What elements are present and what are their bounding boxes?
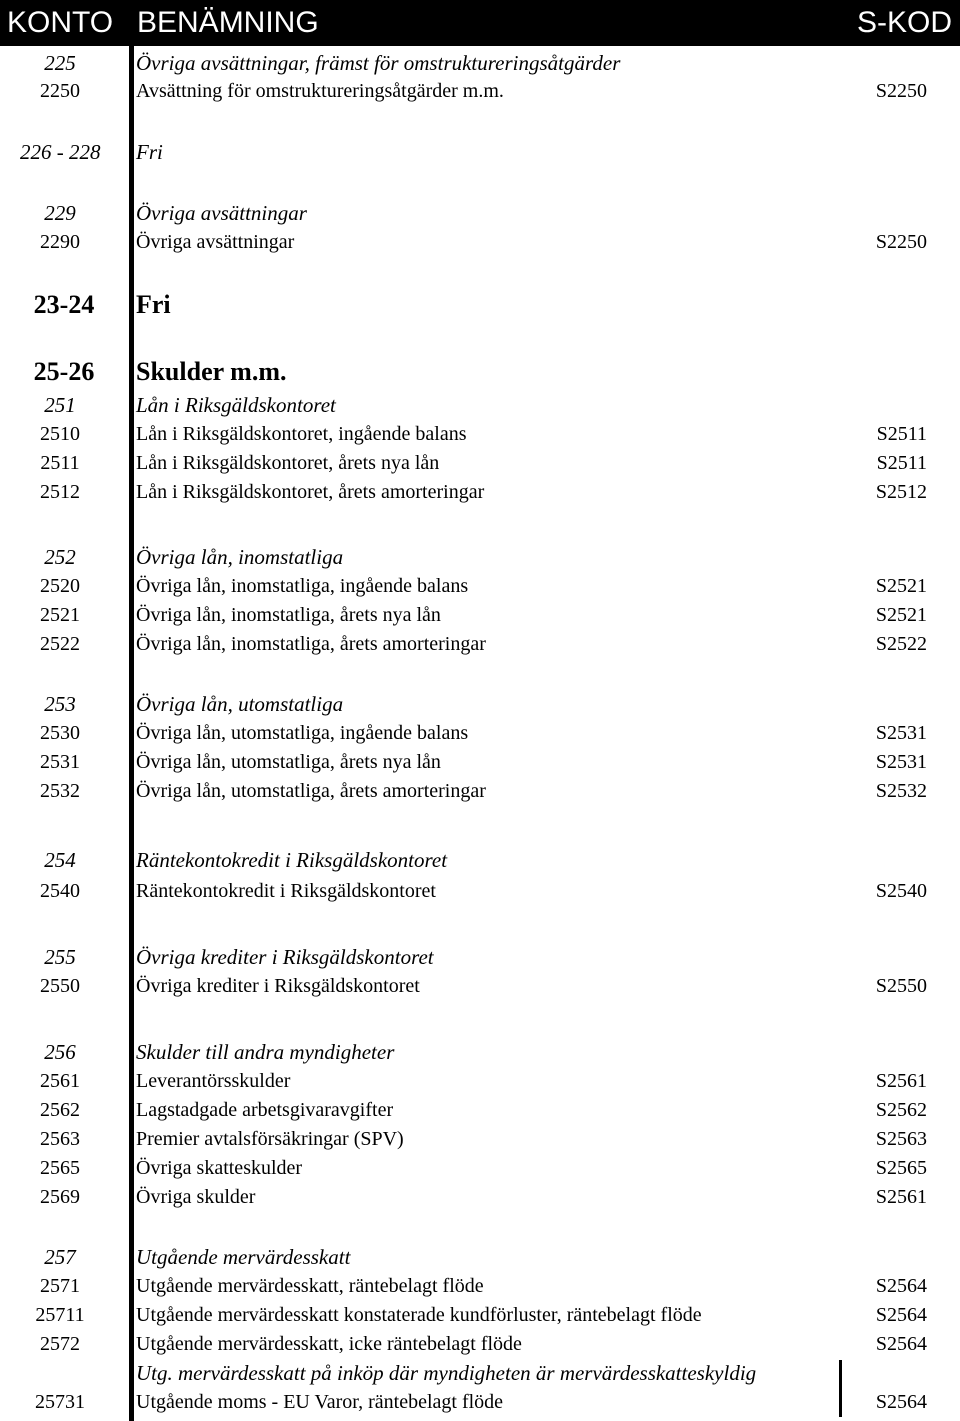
table-row — [0, 747, 960, 777]
table-row — [0, 357, 960, 387]
account-code: 25-26 — [33, 357, 95, 386]
account-name: Avsättning för omstruktureringsåtgärder m.m. — [136, 80, 504, 102]
account-name: Övriga krediter i Riksgäldskontoret — [136, 975, 420, 997]
account-name: Övriga lån, inomstatliga, årets amorteringar — [136, 633, 486, 655]
account-code: 25731 — [35, 1391, 85, 1413]
account-skod: S2531 — [875, 751, 927, 773]
account-skod: S2540 — [875, 880, 927, 902]
account-code — [20, 1358, 100, 1388]
account-skod: S2564 — [875, 1275, 927, 1297]
account-code: 2521 — [40, 604, 80, 626]
account-name: Övriga lån, utomstatliga, ingående balans — [136, 722, 469, 744]
account-code: 253 — [44, 692, 76, 716]
table-row — [0, 542, 960, 572]
table-row — [0, 1095, 960, 1125]
account-skod: S2561 — [875, 1070, 927, 1092]
account-name: Övriga lån, inomstatliga, årets nya lån — [136, 604, 441, 626]
account-code: 255 — [44, 945, 76, 969]
account-skod: S2531 — [875, 722, 927, 744]
account-skod: S2564 — [875, 1304, 927, 1326]
account-code: 2522 — [40, 633, 80, 655]
table-row — [0, 48, 960, 78]
account-code: 254 — [44, 848, 76, 872]
account-code: 2571 — [40, 1275, 80, 1297]
table-row — [0, 419, 960, 449]
account-name: Skulder m.m. — [136, 357, 287, 386]
account-code: 2565 — [40, 1157, 80, 1179]
table-row — [0, 845, 960, 875]
account-skod: S2521 — [875, 604, 927, 626]
account-code: 2512 — [40, 481, 80, 503]
account-name: Utgående mervärdesskatt, icke räntebelagt flöde — [136, 1333, 522, 1355]
account-code: 257 — [44, 1245, 76, 1269]
account-code: 2520 — [40, 575, 80, 597]
account-skod: S2250 — [875, 231, 927, 253]
table-row — [0, 198, 960, 228]
table-header — [0, 0, 960, 46]
table-row — [0, 1358, 960, 1388]
account-name: Leverantörsskulder — [136, 1070, 291, 1092]
account-skod: S2512 — [875, 481, 927, 503]
table-row — [0, 571, 960, 601]
account-skod: S2563 — [875, 1128, 927, 1150]
table-row — [0, 600, 960, 630]
account-name: Övriga lån, utomstatliga, årets nya lån — [136, 751, 441, 773]
account-skod: S2562 — [875, 1099, 927, 1121]
account-name: Övriga skatteskulder — [136, 1157, 303, 1179]
account-code: 2562 — [40, 1099, 80, 1121]
account-name: Lån i Riksgäldskontoret — [136, 393, 336, 417]
account-name: Utgående mervärdesskatt — [136, 1245, 351, 1269]
account-code: 2250 — [40, 80, 80, 102]
table-row — [0, 1124, 960, 1154]
account-name: Räntekontokredit i Riksgäldskontoret — [136, 880, 436, 902]
table-row — [0, 477, 960, 507]
table-row — [0, 942, 960, 972]
account-name: Övriga skulder — [136, 1186, 256, 1208]
header-benamning: BENÄMNING — [137, 6, 319, 39]
account-skod: S2250 — [875, 80, 927, 102]
account-code: 2572 — [40, 1333, 80, 1355]
account-skod: S2561 — [875, 1186, 927, 1208]
account-code: 229 — [44, 201, 76, 225]
table-row — [0, 776, 960, 806]
account-code: 2550 — [40, 975, 80, 997]
table-row — [0, 137, 960, 167]
account-code: 251 — [44, 393, 76, 417]
account-name: Utgående moms - EU Varor, räntebelagt flöde — [136, 1391, 504, 1413]
account-name: Lagstadgade arbetsgivaravgifter — [136, 1099, 394, 1121]
account-name: Premier avtalsförsäkringar (SPV) — [136, 1128, 404, 1150]
account-code: 2561 — [40, 1070, 80, 1092]
table-row — [0, 689, 960, 719]
account-name: Räntekontokredit i Riksgäldskontoret — [136, 848, 448, 872]
table-row — [0, 1329, 960, 1359]
account-name: Lån i Riksgäldskontoret, årets amorteringar — [136, 481, 485, 503]
table-row — [0, 1242, 960, 1272]
table-row — [0, 76, 960, 106]
account-code: 2510 — [40, 423, 80, 445]
account-skod: S2511 — [876, 452, 927, 474]
table-row — [0, 390, 960, 420]
table-row — [0, 1153, 960, 1183]
account-skod: S2532 — [875, 780, 927, 802]
account-name: Utgående mervärdesskatt konstaterade kundförluster, räntebelagt flöde — [136, 1304, 702, 1326]
table-row — [0, 1300, 960, 1330]
table-row — [0, 876, 960, 906]
account-code: 2540 — [40, 880, 80, 902]
account-name: Övriga avsättningar — [136, 201, 307, 225]
table-row — [0, 1182, 960, 1212]
account-code: 2532 — [40, 780, 80, 802]
account-name: Övriga avsättningar — [136, 231, 295, 253]
account-name: Utgående mervärdesskatt, räntebelagt flöde — [136, 1275, 484, 1297]
account-code: 23-24 — [33, 290, 95, 319]
account-name: Fri — [136, 140, 163, 164]
account-code: 2511 — [40, 452, 80, 474]
header-skod: S-KOD — [856, 6, 952, 39]
account-code: 256 — [44, 1040, 76, 1064]
account-skod: S2521 — [875, 575, 927, 597]
account-skod: S2511 — [876, 423, 927, 445]
table-row — [0, 227, 960, 257]
table-row — [0, 1387, 960, 1417]
account-code: 2290 — [40, 231, 80, 253]
account-code: 226 - 228 — [20, 140, 101, 164]
account-name: Fri — [136, 290, 171, 319]
account-name: Övriga avsättningar, främst för omstruktureringsåtgärder — [136, 51, 621, 75]
account-code: 2531 — [40, 751, 80, 773]
account-skod: S2522 — [875, 633, 927, 655]
account-name: Utg. mervärdesskatt på inköp där myndigheten är mervärdesskatteskyldig — [136, 1361, 757, 1385]
account-skod: S2565 — [875, 1157, 927, 1179]
account-skod: S2550 — [875, 975, 927, 997]
table-row — [0, 971, 960, 1001]
account-code: 2563 — [40, 1128, 80, 1150]
account-code: 225 — [44, 51, 76, 75]
account-name: Lån i Riksgäldskontoret, årets nya lån — [136, 452, 440, 474]
account-code: 2530 — [40, 722, 80, 744]
account-name: Övriga lån, inomstatliga — [136, 545, 344, 569]
account-code: 252 — [44, 545, 76, 569]
account-name: Skulder till andra myndigheter — [136, 1040, 395, 1064]
account-name: Övriga lån, inomstatliga, ingående balans — [136, 575, 469, 597]
account-code: 2569 — [40, 1186, 80, 1208]
table-row — [0, 1271, 960, 1301]
table-row — [0, 290, 960, 320]
account-skod: S2564 — [875, 1333, 927, 1355]
account-name: Lån i Riksgäldskontoret, ingående balans — [136, 423, 467, 445]
account-code: 25711 — [35, 1304, 85, 1326]
table-row — [0, 1037, 960, 1067]
table-row — [0, 718, 960, 748]
account-name: Övriga lån, utomstatliga, årets amorteringar — [136, 780, 486, 802]
table-row — [0, 448, 960, 478]
header-konto: KONTO — [7, 6, 114, 39]
table-row — [0, 629, 960, 659]
account-name: Övriga lån, utomstatliga — [136, 692, 344, 716]
account-name: Övriga krediter i Riksgäldskontoret — [136, 945, 434, 969]
table-row — [0, 1066, 960, 1096]
account-skod: S2564 — [875, 1391, 927, 1413]
